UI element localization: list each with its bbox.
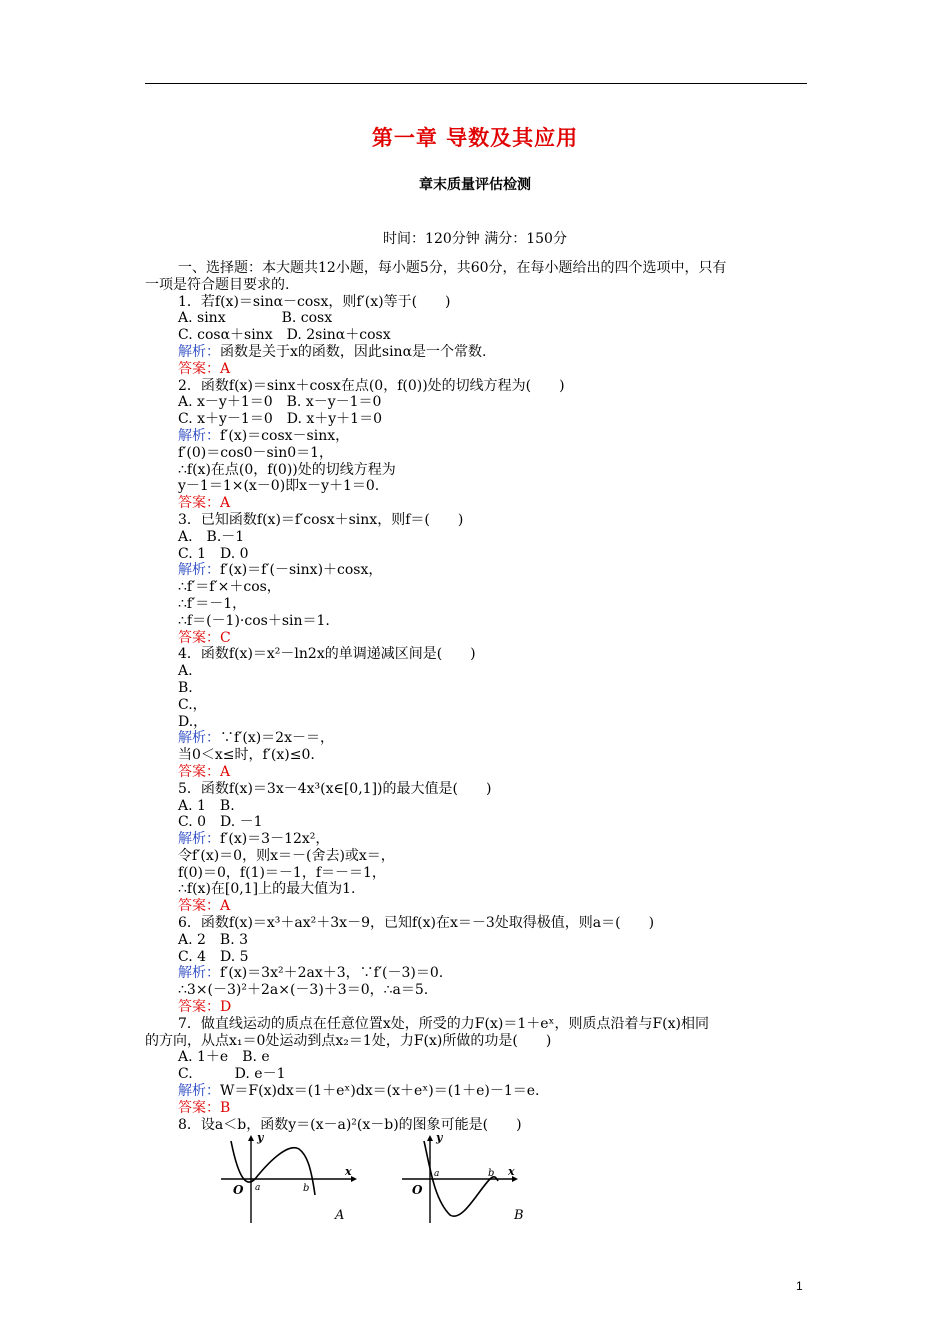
page-number: 1 (796, 1279, 803, 1293)
text-line (145, 579, 810, 596)
graph-option-b (398, 1135, 538, 1225)
text-line (145, 747, 810, 764)
text-line (145, 327, 810, 344)
line-text: C. x＋y－1＝0 D. x＋y＋1＝0 (178, 411, 382, 428)
line-text: C. 1 D. 0 (178, 545, 249, 562)
text-line (145, 848, 810, 865)
question-content (145, 260, 810, 1225)
answer-line (145, 898, 810, 915)
line-text: 函数是关于x的函数，因此sinα是一个常数. (220, 343, 487, 360)
solution-line (145, 730, 810, 747)
text-line (145, 1033, 810, 1050)
line-text: B. (178, 679, 193, 696)
header-rule (145, 83, 807, 84)
section-heading-line2: 一项是符合题目要求的. (145, 276, 290, 293)
line-text: B (220, 1099, 231, 1116)
text-line (145, 915, 810, 932)
text-line (145, 613, 810, 630)
text-line (145, 881, 810, 898)
text-line (145, 512, 810, 529)
line-text: 3．已知函数f(x)＝f′cosx＋sinx，则f＝( ) (178, 511, 464, 528)
solution-line (145, 831, 810, 848)
line-text: ∴f＝(－1)·cos＋sin＝1. (178, 612, 330, 629)
text-line (145, 596, 810, 613)
line-text: W＝F(x)dx＝(1＋eˣ)dx＝(x＋eˣ)＝(1＋e)－1＝e. (220, 1083, 540, 1100)
line-text: 1．若f(x)＝sinα－cosx，则f′(x)等于( ) (178, 293, 451, 310)
solution-label: 解析： (178, 343, 220, 360)
answer-label: 答案： (178, 999, 220, 1016)
question-lines (145, 294, 810, 1134)
line-text: C. 4 D. 5 (178, 948, 249, 965)
line-text: ∵f′(x)＝2x－＝， (220, 730, 334, 747)
line-text: f′(x)＝f′(－sinx)＋cosx， (220, 562, 383, 579)
chapter-subtitle: 章末质量评估检测 (419, 177, 531, 193)
line-text: D (220, 999, 232, 1016)
line-text: y－1＝1×(x－0)即x－y＋1＝0. (178, 478, 380, 495)
solution-line (145, 965, 810, 982)
line-text: f′(x)＝3x²＋2ax＋3，∵f′(－3)＝0. (220, 965, 444, 982)
line-text: A. 1 B. (178, 797, 235, 814)
solution-label: 解析： (178, 965, 220, 982)
solution-line (145, 428, 810, 445)
text-line (145, 294, 810, 311)
line-text: C.， (178, 696, 207, 713)
chapter-title: 第一章 导数及其应用 (371, 125, 579, 150)
solution-line (145, 344, 810, 361)
line-text: A. 2 B. 3 (178, 931, 249, 948)
a-label: a (255, 1183, 261, 1194)
answer-label: 答案： (178, 763, 220, 780)
b-label: b (303, 1183, 310, 1195)
y-axis-arrow-icon (248, 1135, 254, 1141)
solution-label: 解析： (178, 562, 220, 579)
text-line (145, 663, 810, 680)
graph-options (145, 1135, 810, 1225)
answer-line (145, 764, 810, 781)
text-line (145, 1049, 810, 1066)
y-axis-arrow-icon (427, 1135, 433, 1141)
solution-label: 解析： (178, 831, 220, 848)
text-line (145, 798, 810, 815)
y-label: y (257, 1135, 264, 1145)
line-text: C (220, 629, 231, 646)
line-text: f(0)＝0，f(1)＝－1，f＝－＝1， (178, 864, 386, 881)
solution-label: 解析： (178, 427, 220, 444)
line-text: A (220, 898, 231, 915)
line-text: 2．函数f(x)＝sinx＋cosx在点(0，f(0))处的切线方程为( ) (178, 377, 565, 394)
line-text: f′(0)＝cos0－sin0＝1， (178, 444, 334, 461)
line-text: A (220, 495, 231, 512)
line-text: A. (178, 663, 193, 680)
x-label: x (508, 1165, 515, 1179)
line-text: ∴3×(－3)²＋2a×(－3)＋3＝0，∴a＝5. (178, 982, 429, 999)
text-line (145, 814, 810, 831)
x-axis-arrow-icon (351, 1176, 357, 1182)
solution-label: 解析： (178, 730, 220, 747)
text-line (145, 982, 810, 999)
line-text: 5．函数f(x)＝3x－4x³(x∈[0,1])的最大值是( ) (178, 780, 492, 797)
line-text: C. cosα＋sinx D. 2sinα＋cosx (178, 327, 391, 344)
caption-b: B (514, 1208, 524, 1224)
answer-line (145, 361, 810, 378)
line-text: 令f′(x)＝0，则x＝－(舍去)或x＝， (178, 847, 395, 864)
line-text: ∴f(x)在点(0，f(0))处的切线方程为 (178, 461, 396, 478)
caption-a: A (335, 1208, 345, 1224)
answer-line (145, 495, 810, 512)
answer-label: 答案： (178, 495, 220, 512)
line-text: ∴f′＝－1， (178, 595, 247, 612)
text-line (145, 378, 810, 395)
line-text: A (220, 763, 231, 780)
text-line (145, 781, 810, 798)
text-line (145, 445, 810, 462)
line-text: D.， (178, 713, 208, 730)
text-line (145, 1016, 810, 1033)
text-line (145, 949, 810, 966)
line-text: A. sinx B. cosx (178, 310, 333, 327)
line-text: A (220, 360, 231, 377)
text-line (145, 1117, 810, 1134)
line-text: A. B.－1 (178, 528, 245, 545)
line-text: ∴f′＝f′×＋cos， (178, 579, 281, 596)
answer-label: 答案： (178, 360, 220, 377)
answer-label: 答案： (178, 1099, 220, 1116)
solution-line (145, 1083, 810, 1100)
text-line (145, 697, 810, 714)
y-label: y (436, 1135, 443, 1145)
line-text: f′(x)＝3－12x²， (220, 831, 330, 848)
text-line (145, 932, 810, 949)
line-text: A. 1＋e B. e (178, 1049, 270, 1066)
line-text: C. D. e－1 (178, 1066, 286, 1083)
answer-label: 答案： (178, 898, 220, 915)
answer-line (145, 630, 810, 647)
graph-option-a (217, 1135, 357, 1225)
line-text: 当0＜x≤时，f′(x)≤0. (178, 747, 315, 764)
line-text: 的方向，从点x₁＝0处运动到点x₂＝1处，力F(x)所做的功是( ) (145, 1032, 552, 1049)
text-line (145, 646, 810, 663)
text-line (145, 865, 810, 882)
text-line (145, 529, 810, 546)
origin-label: O (233, 1183, 244, 1198)
answer-line (145, 1100, 810, 1117)
line-text: 7．做直线运动的质点在任意位置x处，所受的力F(x)＝1＋eˣ，则质点沿着与F(x)相同 (178, 1015, 709, 1032)
line-text: ∴f(x)在[0,1]上的最大值为1. (178, 881, 356, 898)
x-label: x (345, 1165, 352, 1179)
text-line (145, 394, 810, 411)
line-text: 4．函数f(x)＝x²－ln2x的单调递减区间是( ) (178, 646, 476, 663)
text-line (145, 462, 810, 479)
line-text: f′(x)＝cosx－sinx， (220, 427, 350, 444)
text-line (145, 680, 810, 697)
time-limit: 时间：120分钟 满分：150分 (383, 231, 567, 247)
answer-line (145, 999, 810, 1016)
a-label: a (434, 1169, 440, 1180)
solution-line (145, 562, 810, 579)
line-text: C. 0 D. －1 (178, 814, 263, 831)
line-text: 6．函数f(x)＝x³＋ax²＋3x－9，已知f(x)在x＝－3处取得极值，则a＝( ) (178, 915, 655, 932)
text-line (145, 411, 810, 428)
section-heading-line1: 一、选择题：本大题共12小题，每小题5分，共60分，在每小题给出的四个选项中，只有 (178, 260, 727, 276)
line-text: A. x－y＋1＝0 B. x－y－1＝0 (178, 394, 382, 411)
b-label: b (488, 1168, 495, 1180)
answer-label: 答案： (178, 629, 220, 646)
text-line (145, 546, 810, 563)
origin-label: O (412, 1183, 423, 1198)
line-text: 8．设a＜b，函数y＝(x－a)²(x－b)的图象可能是( ) (178, 1116, 522, 1133)
text-line (145, 714, 810, 731)
text-line (145, 310, 810, 327)
text-line (145, 1066, 810, 1083)
solution-label: 解析： (178, 1083, 220, 1100)
text-line (145, 478, 810, 495)
